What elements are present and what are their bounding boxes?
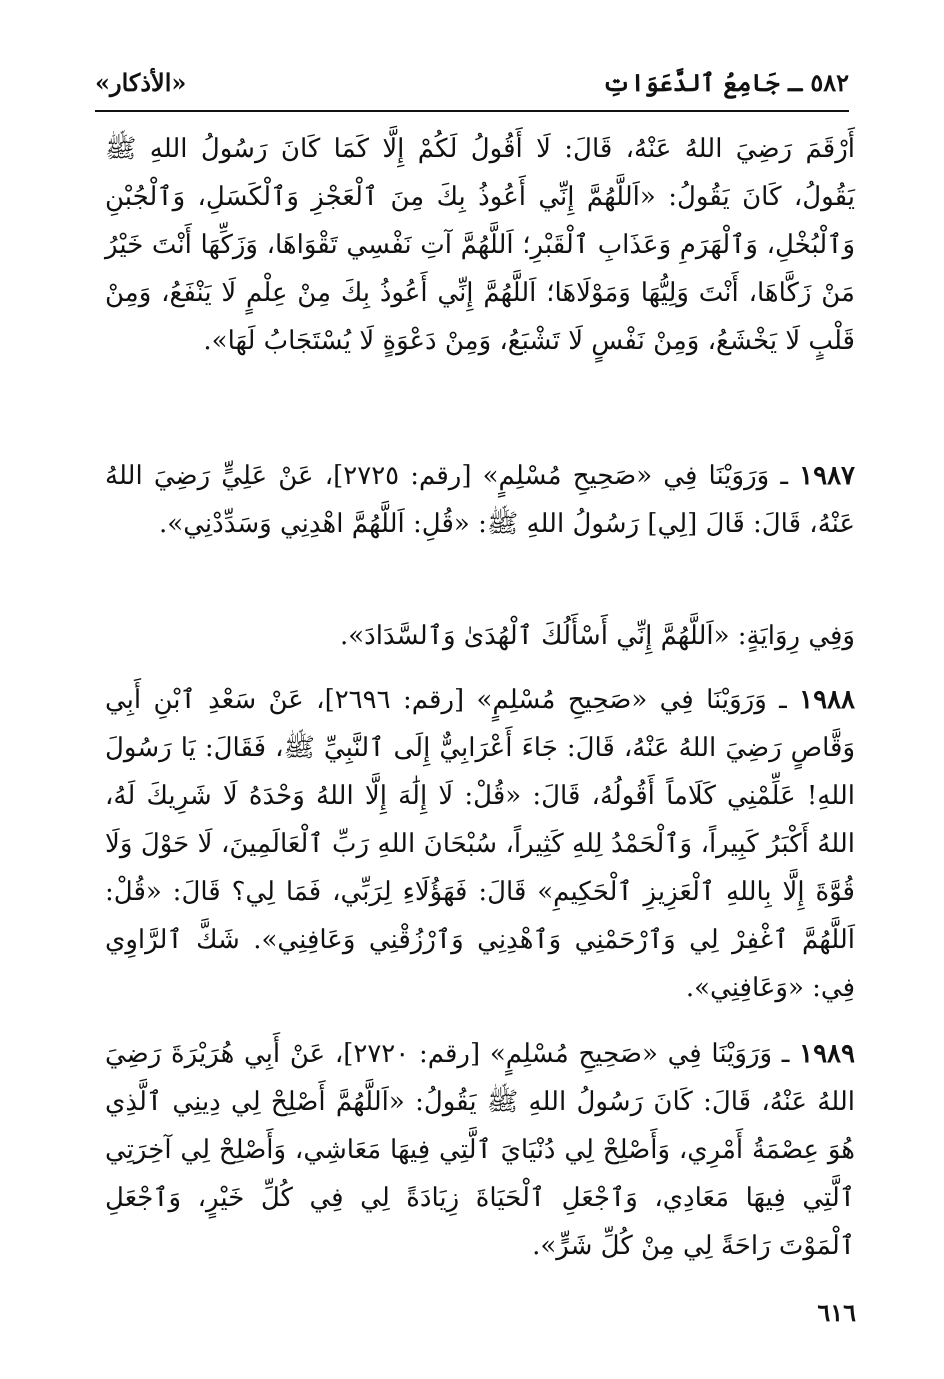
hadith-number: ١٩٨٧ [799,461,856,491]
book-title: «الأذكار» [95,67,187,97]
paragraph-text: ـ وَرَوَيْنَا فِي «صَحِيحِ مُسْلِمٍ» [رقم: ٢٦٩٦]، عَنْ سَعْدِ ٱبْنِ أَبِي وَقَّاصٍ رَضِيَ اللهُ عَنْهُ، قَالَ: جَاءَ أَعْرَابِيٌّ إِلَى ٱلنَّبِيِّ ﷺ، فَقَالَ: يَا رَسُولَ اللهِ! عَلِّمْنِي كَلَاماً أَقُولُهُ، قَالَ: «قُلْ: لَا إِلَٰهَ إِلَّا اللهُ وَحْدَهُ لَا شَرِيكَ لَهُ، اللهُ أَكْبَرُ كَبِيراً، وَٱلْحَمْدُ لِلهِ كَثِيراً، سُبْحَانَ اللهِ رَبِّ ٱلْعَالَمِينَ، لَا حَوْلَ وَلَا قُوَّةَ إِلَّا بِاللهِ ٱلْعَزِيزِ ٱلْحَكِيمِ» قَالَ: فَهَؤُلَاءِ لِرَبِّي، فَمَا لِي؟ قَالَ: «قُلْ: اَللَّهُمَّ ٱغْفِرْ لِي وَٱرْحَمْنِي وَٱهْدِنِي وَٱرْزُقْنِي وَعَافِنِي». شَكَّ ٱلرَّاوِي فِي: «وَعَافِنِي». [105,685,855,1003]
hadith-number: ١٩٨٨ [799,685,855,715]
hadith-number: ١٩٨٩ [799,1039,855,1069]
paragraph-text: ـ وَرَوَيْنَا فِي «صَحِيحِ مُسْلِمٍ» [رقم: ٢٧٢٠]، عَنْ أَبِي هُرَيْرَةَ رَضِيَ اللهُ عَنْهُ، قَالَ: كَانَ رَسُولُ اللهِ ﷺ يَقُولُ: «اَللَّهُمَّ أَصْلِحْ لِي دِينِي ٱلَّذِي هُوَ عِصْمَةُ أَمْرِي، وَأَصْلِحْ لِي دُنْيَايَ ٱلَّتِي فِيهَا مَعَاشِي، وَأَصْلِحْ لِي آخِرَتِي ٱلَّتِي فِيهَا مَعَادِي، وَٱجْعَلِ ٱلْحَيَاةَ زِيَادَةً لِي فِي كُلِّ خَيْرٍ، وَٱجْعَلِ ٱلْمَوْتَ رَاحَةً لِي مِنْ كُلِّ شَرٍّ». [105,1039,856,1261]
hadith-1988 [105,676,855,1012]
chapter-title: ٥٨٢ ـ جَامِعُ ٱلدَّعَوَاتِ [602,67,849,97]
paragraph-continuation [105,125,855,365]
hadith-1989 [105,1030,855,1270]
running-header [95,62,849,102]
narration-variant [105,612,855,660]
paragraph-text: أَرْقَمَ رَضِيَ اللهُ عَنْهُ، قَالَ: لَا أَقُولُ لَكُمْ إِلَّا كَمَا كَانَ رَسُولُ اللهِ ﷺ يَقُولُ، كَانَ يَقُولُ: «اَللَّهُمَّ إِنِّي أَعُوذُ بِكَ مِنَ ٱلْعَجْزِ وَٱلْكَسَلِ، وَٱلْجُبْنِ وَٱلْبُخْلِ، وَٱلْهَرَمِ وَعَذَابِ ٱلْقَبْرِ؛ اَللَّهُمَّ آتِ نَفْسِي تَقْوَاهَا، وَزَكِّهَا أَنْتَ خَيْرُ مَنْ زَكَّاهَا، أَنْتَ وَلِيُّهَا وَمَوْلَاهَا؛ اَللَّهُمَّ إِنِّي أَعُوذُ بِكَ مِنْ عِلْمٍ لَا يَنْفَعُ، وَمِنْ قَلْبٍ لَا يَخْشَعُ، وَمِنْ نَفْسٍ لَا تَشْبَعُ، وَمِنْ دَعْوَةٍ لَا يُسْتَجَابُ لَهَا». [105,134,855,356]
paragraph-text: وَفِي رِوَايَةٍ: «اَللَّهُمَّ إِنِّي أَسْأَلُكَ ٱلْهُدَىٰ وَٱلسَّدَادَ». [339,621,855,651]
header-divider [95,110,849,112]
hadith-1987 [105,452,855,548]
paragraph-text: ـ وَرَوَيْنَا فِي «صَحِيحِ مُسْلِمٍ» [رقم: ٢٧٢٥]، عَنْ عَلِيٍّ رَضِيَ اللهُ عَنْهُ، قَالَ: قَالَ [لِي] رَسُولُ اللهِ ﷺ: «قُلِ: اَللَّهُمَّ اهْدِنِي وَسَدِّدْنِي». [105,461,855,539]
page-number: ٦١٦ [817,1298,856,1327]
